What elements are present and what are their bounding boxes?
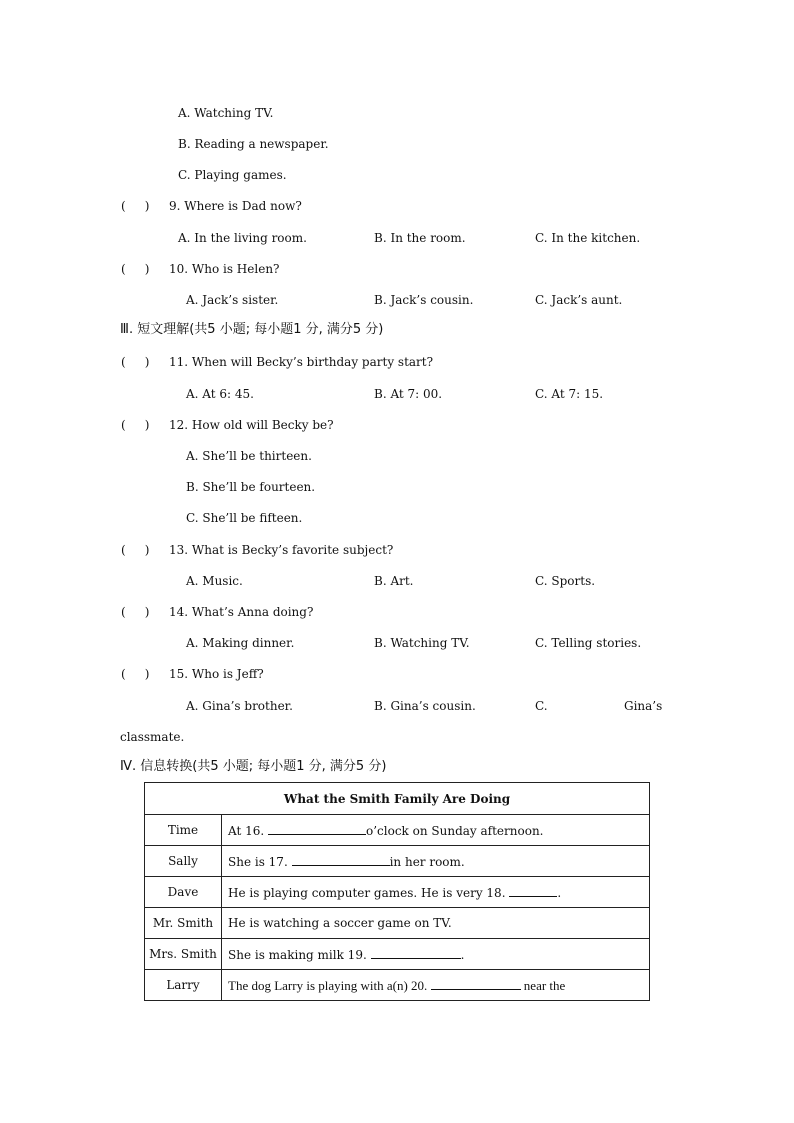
row-content xyxy=(222,815,650,846)
row-label: Time xyxy=(145,815,222,846)
q9-option-c: C. In the kitchen. xyxy=(535,231,641,245)
q13-option-a: A. Music. xyxy=(186,574,243,588)
row-text-before: The dog Larry is playing with a(n) 20. xyxy=(228,977,431,993)
q11-question: 11. When will Becky’s birthday party start? xyxy=(169,355,434,369)
q15-option-c-continuation: classmate. xyxy=(120,730,185,744)
q9-option-b: B. In the room. xyxy=(374,231,466,245)
q15-option-c-text: Gina’s xyxy=(624,699,663,713)
smith-family-table xyxy=(144,782,650,1001)
q15-question: 15. Who is Jeff? xyxy=(169,667,264,681)
row-content xyxy=(222,877,650,908)
q13-option-c: C. Sports. xyxy=(535,574,596,588)
row-text-after: in her room. xyxy=(389,855,465,869)
q9-option-a: A. In the living room. xyxy=(178,231,307,245)
row-text-before: At 16. xyxy=(228,824,268,838)
blank-19[interactable] xyxy=(371,946,461,959)
row-text-before: He is watching a soccer game on TV. xyxy=(228,916,452,930)
q15-answer-paren[interactable]: ( ) xyxy=(121,667,150,681)
blank-16[interactable] xyxy=(268,822,366,835)
row-text-before: He is playing computer games. He is very 18. xyxy=(228,886,510,900)
blank-20[interactable] xyxy=(431,977,521,990)
q13-answer-paren[interactable]: ( ) xyxy=(121,543,150,557)
table-row xyxy=(145,939,650,970)
q13-option-b: B. Art. xyxy=(374,574,414,588)
row-label: Dave xyxy=(145,877,222,908)
q14-option-c: C. Telling stories. xyxy=(535,636,642,650)
table-row xyxy=(145,846,650,877)
q15-option-c-letter: C. xyxy=(535,699,548,713)
row-text-after: . xyxy=(557,886,562,900)
row-label: Mr. Smith xyxy=(145,908,222,939)
q14-option-b: B. Watching TV. xyxy=(374,636,470,650)
q14-option-a: A. Making dinner. xyxy=(186,636,295,650)
q14-question: 14. What’s Anna doing? xyxy=(169,605,314,619)
row-label: Sally xyxy=(145,846,222,877)
q9-answer-paren[interactable]: ( ) xyxy=(121,199,150,213)
q8-option-b: B. Reading a newspaper. xyxy=(178,137,329,151)
q10-option-b: B. Jack’s cousin. xyxy=(374,293,474,307)
q10-answer-paren[interactable]: ( ) xyxy=(121,262,150,276)
q8-option-a: A. Watching TV. xyxy=(178,106,274,120)
section-3-heading: Ⅲ. 短文理解(共5 小题; 每小题1 分, 满分5 分) xyxy=(120,322,384,337)
row-label: Mrs. Smith xyxy=(145,939,222,970)
q11-option-a: A. At 6: 45. xyxy=(186,387,254,401)
q11-option-b: B. At 7: 00. xyxy=(374,387,443,401)
q11-answer-paren[interactable]: ( ) xyxy=(121,355,150,369)
row-text-before: She is 17. xyxy=(228,855,292,869)
row-content xyxy=(222,908,650,939)
q12-question: 12. How old will Becky be? xyxy=(169,418,334,432)
q8-option-c: C. Playing games. xyxy=(178,168,287,182)
q9-question: 9. Where is Dad now? xyxy=(169,199,302,213)
q11-option-c: C. At 7: 15. xyxy=(535,387,604,401)
q10-option-a: A. Jack’s sister. xyxy=(186,293,279,307)
q12-option-c: C. She’ll be fifteen. xyxy=(186,511,303,525)
row-content xyxy=(222,846,650,877)
row-text-after: o’clock on Sunday afternoon. xyxy=(366,824,544,838)
row-text-after: near the xyxy=(520,977,566,993)
table-row xyxy=(145,877,650,908)
q12-answer-paren[interactable]: ( ) xyxy=(121,418,150,432)
q13-question: 13. What is Becky’s favorite subject? xyxy=(169,543,394,557)
q14-answer-paren[interactable]: ( ) xyxy=(121,605,150,619)
q10-question: 10. Who is Helen? xyxy=(169,262,280,276)
section-4-heading: Ⅳ. 信息转换(共5 小题; 每小题1 分, 满分5 分) xyxy=(120,759,387,774)
row-text-before: She is making milk 19. xyxy=(228,948,371,962)
table-title: What the Smith Family Are Doing xyxy=(145,783,650,815)
table-row xyxy=(145,908,650,939)
q12-option-b: B. She’ll be fourteen. xyxy=(186,480,316,494)
row-content xyxy=(222,970,650,1001)
q12-option-a: A. She’ll be thirteen. xyxy=(186,449,312,463)
q15-option-b: B. Gina’s cousin. xyxy=(374,699,476,713)
blank-18[interactable] xyxy=(509,884,557,897)
table-row xyxy=(145,970,650,1001)
row-text-after: . xyxy=(460,948,465,962)
q10-option-c: C. Jack’s aunt. xyxy=(535,293,623,307)
table-title-row xyxy=(145,783,650,815)
q15-option-a: A. Gina’s brother. xyxy=(186,699,293,713)
table-row xyxy=(145,815,650,846)
row-label: Larry xyxy=(145,970,222,1001)
row-content xyxy=(222,939,650,970)
blank-17[interactable] xyxy=(292,853,390,866)
